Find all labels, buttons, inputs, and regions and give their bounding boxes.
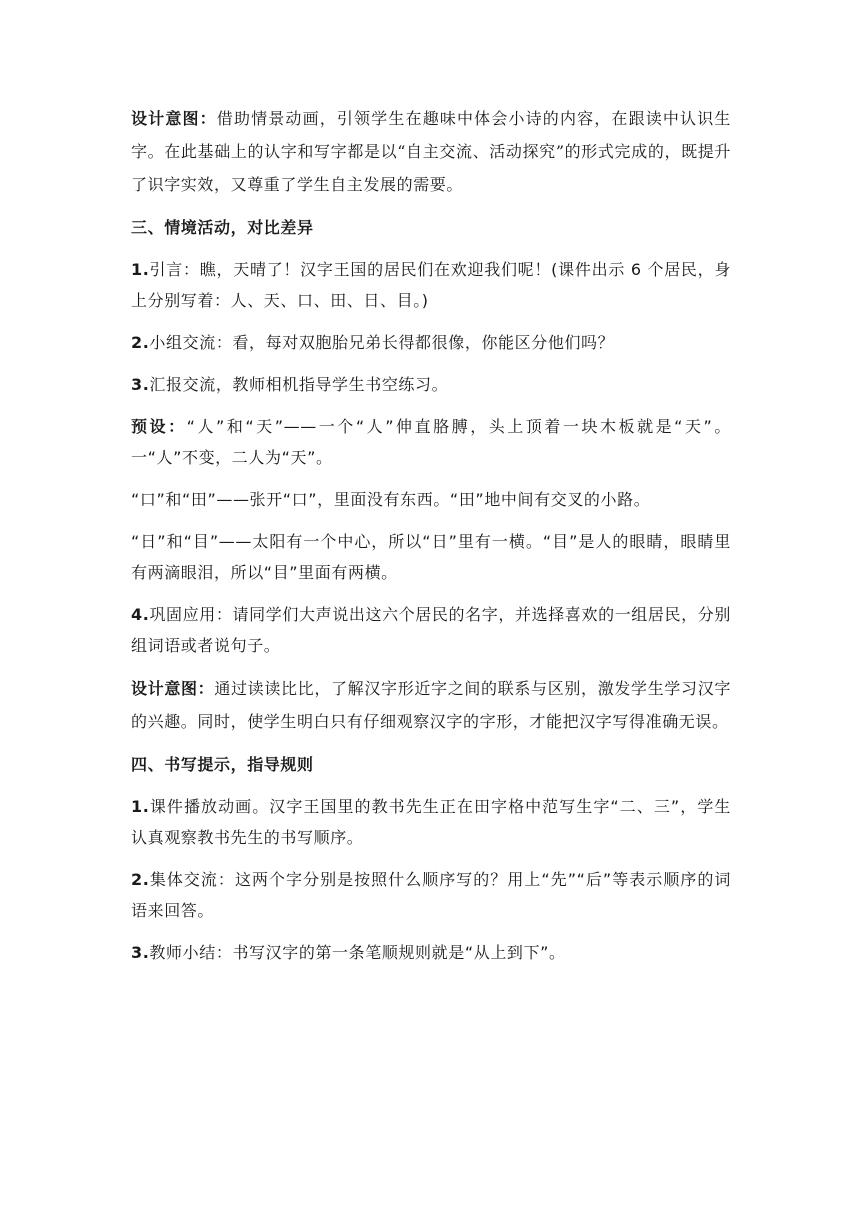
- item-number: 2.: [131, 870, 150, 889]
- item-text: 请同学们大声说出这六个居民的名字，并选择喜欢的一组居民，分别组词语或者说句子。: [131, 605, 731, 655]
- item-text: 书写汉字的第一条笔顺规则就是“从上到下”。: [232, 943, 566, 962]
- list-item: [131, 937, 731, 968]
- list-item: [131, 791, 731, 853]
- item-text: 看，每对双胞胎兄弟长得都很像，你能区分他们吗？: [232, 333, 615, 352]
- section-heading: 三、情境活动，对比差异: [131, 218, 314, 237]
- list-item: [131, 864, 731, 926]
- item-text: 课件播放动画。汉字王国里的教书先生正在田字格中范写生字“二、三”，学生认真观察教书先生的书写顺序。: [131, 797, 731, 847]
- list-item: [131, 254, 731, 316]
- design-intent-text: 借助情景动画，引领学生在趣味中体会小诗的内容，在跟读中认识生字。在此基础上的认字和写字都是以“自主交流、活动探究”的形式完成的，既提升了识字实效，又尊重了学生自主发展的需要。: [131, 109, 731, 194]
- list-item: [131, 599, 731, 661]
- design-intent-label: 设计意图：: [131, 679, 215, 698]
- preset-paragraph: [131, 411, 731, 473]
- item-number: 2.: [131, 333, 150, 352]
- item-number: 3.: [131, 943, 150, 962]
- preset-paragraph: “日”和“目”——太阳有一个中心，所以“日”里有一横。“目”是人的眼睛，眼睛里有两滴眼泪，所以“目”里面有两横。: [131, 532, 731, 582]
- section-heading: 四、书写提示，指导规则: [131, 755, 314, 774]
- document-page: [131, 102, 731, 979]
- item-text: 汇报交流，教师相机指导学生书空练习。: [149, 375, 449, 394]
- item-number: 1.: [131, 797, 150, 816]
- design-intent-paragraph: [131, 672, 731, 738]
- list-item: [131, 369, 731, 400]
- item-text: 瞧，天晴了！汉字王国的居民们在欢迎我们呢！(课件出示 6 个居民，身上分别写着：人、天、口、田、日、目。): [131, 260, 731, 310]
- item-number: 3.: [131, 375, 150, 394]
- preset-text: “人”和“天”——一个“人”伸直胳膊，头上顶着一块木板就是“天”。一“人”不变，二人为“天”。: [131, 417, 731, 467]
- design-intent-text: 通过读读比比，了解汉字形近字之间的联系与区别，激发学生学习汉字的兴趣。同时，使学生明白只有仔细观察汉字的字形，才能把汉字写得准确无误。: [131, 679, 731, 731]
- item-text: 这两个字分别是按照什么顺序写的？用上“先”“后”等表示顺序的词语来回答。: [131, 870, 731, 920]
- item-label: 集体交流：: [149, 870, 235, 889]
- design-intent-paragraph: [131, 102, 731, 201]
- item-label: 巩固应用：: [149, 605, 233, 624]
- item-number: 4.: [131, 605, 150, 624]
- item-number: 1.: [131, 260, 150, 279]
- item-label: 小组交流：: [149, 333, 233, 352]
- design-intent-label: 设计意图：: [131, 109, 217, 128]
- preset-paragraph: “口”和“田”——张开“口”，里面没有东西。“田”地中间有交叉的小路。: [131, 490, 651, 509]
- preset-label: 预设：: [131, 417, 187, 436]
- item-label: 引言：: [149, 260, 200, 279]
- item-label: 教师小结：: [149, 943, 233, 962]
- list-item: [131, 327, 731, 358]
